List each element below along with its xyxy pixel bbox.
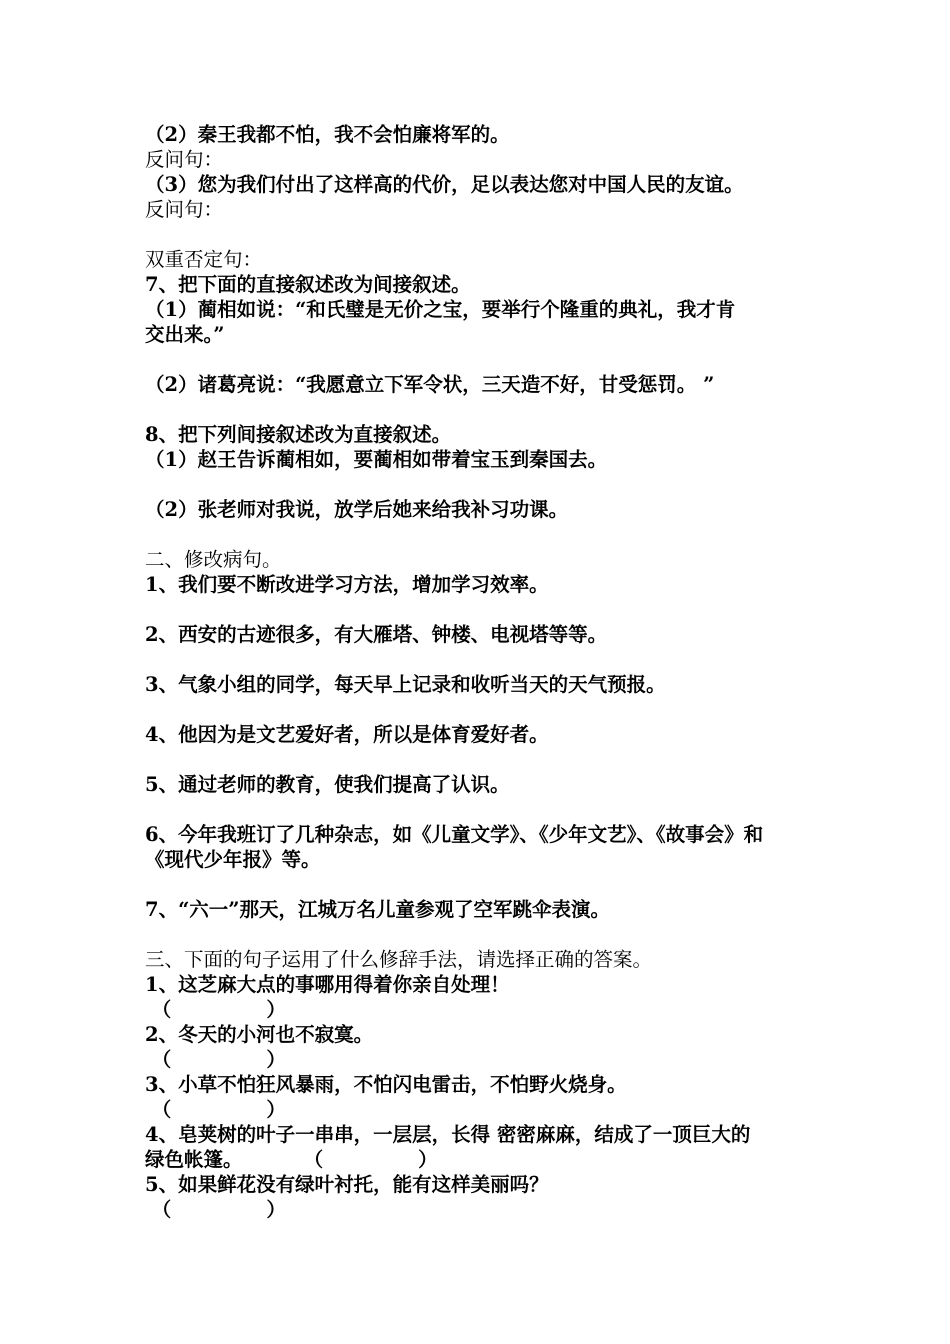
text-line: 8、把下列间接叙述改为直接叙述。 [145, 423, 452, 446]
text-line: 二、修改病句。 [145, 548, 282, 571]
blank-line [145, 222, 825, 247]
blank-line [145, 872, 825, 897]
text-line: （ ） [145, 1198, 286, 1221]
text-line: 5、通过老师的教育，使我们提高了认识。 [145, 773, 510, 796]
text-line: 4、他因为是文艺爱好者，所以是体育爱好者。 [145, 723, 549, 746]
blank-line [145, 522, 825, 547]
text-line: 交出来。” [145, 323, 225, 346]
blank-line [145, 922, 825, 947]
document-page [145, 122, 825, 1222]
text-line: 三、下面的句子运用了什么修辞手法，请选择正确的答案。 [145, 948, 653, 971]
blank-line [145, 647, 825, 672]
blank-line [145, 397, 825, 422]
blank-line [145, 697, 825, 722]
text-line: 6、今年我班订了几种杂志，如《儿童文学》、《少年文艺》、《故事会》和 [145, 823, 764, 846]
blank-line [145, 797, 825, 822]
text-line: （3）您为我们付出了这样高的代价，足以表达您对中国人民的友谊。 [145, 173, 744, 196]
text-line: （1）赵王告诉蔺相如，要蔺相如带着宝玉到秦国去。 [145, 448, 608, 471]
text-line: 《现代少年报》等。 [145, 848, 321, 871]
blank-line [145, 597, 825, 622]
text-line: 4、皂荚树的叶子一串串，一层层，长得 密密麻麻，结成了一顶巨大的 [145, 1123, 751, 1146]
text-line: 1、我们要不断改进学习方法，增加学习效率。 [145, 573, 549, 596]
text-line: 反问句： [145, 148, 224, 171]
text-line: 绿色帐篷。 （ ） [145, 1148, 438, 1171]
text-line: 7、把下面的直接叙述改为间接叙述。 [145, 273, 471, 296]
text-line: （ ） [145, 998, 286, 1021]
text-line: 7、“六一”那天，江城万名儿童参观了空军跳伞表演。 [145, 898, 611, 921]
text-line: （1）蔺相如说：“和氏璧是无价之宝，要举行个隆重的典礼，我才肯 [145, 298, 736, 321]
blank-line [145, 747, 825, 772]
text-line: 反问句： [145, 198, 224, 221]
text-line: 1、这芝麻大点的事哪用得着你亲自处理！ [145, 973, 510, 996]
text-line: 3、小草不怕狂风暴雨，不怕闪电雷击，不怕野火烧身。 [145, 1073, 627, 1096]
text-line: 5、如果鲜花没有绿叶衬托，能有这样美丽吗？ [145, 1173, 549, 1196]
text-line: （2）秦王我都不怕，我不会怕廉将军的。 [145, 123, 510, 146]
text-line: （2）张老师对我说，放学后她来给我补习功课。 [145, 498, 569, 521]
text-line: （ ） [145, 1048, 286, 1071]
text-line: （ ） [145, 1098, 286, 1121]
blank-line [145, 472, 825, 497]
text-line: （2）诸葛亮说：“我愿意立下军令状，三天造不好，甘受惩罚。 ” [145, 373, 715, 396]
text-line: 双重否定句： [145, 248, 263, 271]
text-line: 2、冬天的小河也不寂寞。 [145, 1023, 374, 1046]
text-line: 2、西安的古迹很多，有大雁塔、钟楼、电视塔等等。 [145, 623, 608, 646]
text-line: 3、气象小组的同学，每天早上记录和收听当天的天气预报。 [145, 673, 666, 696]
blank-line [145, 347, 825, 372]
